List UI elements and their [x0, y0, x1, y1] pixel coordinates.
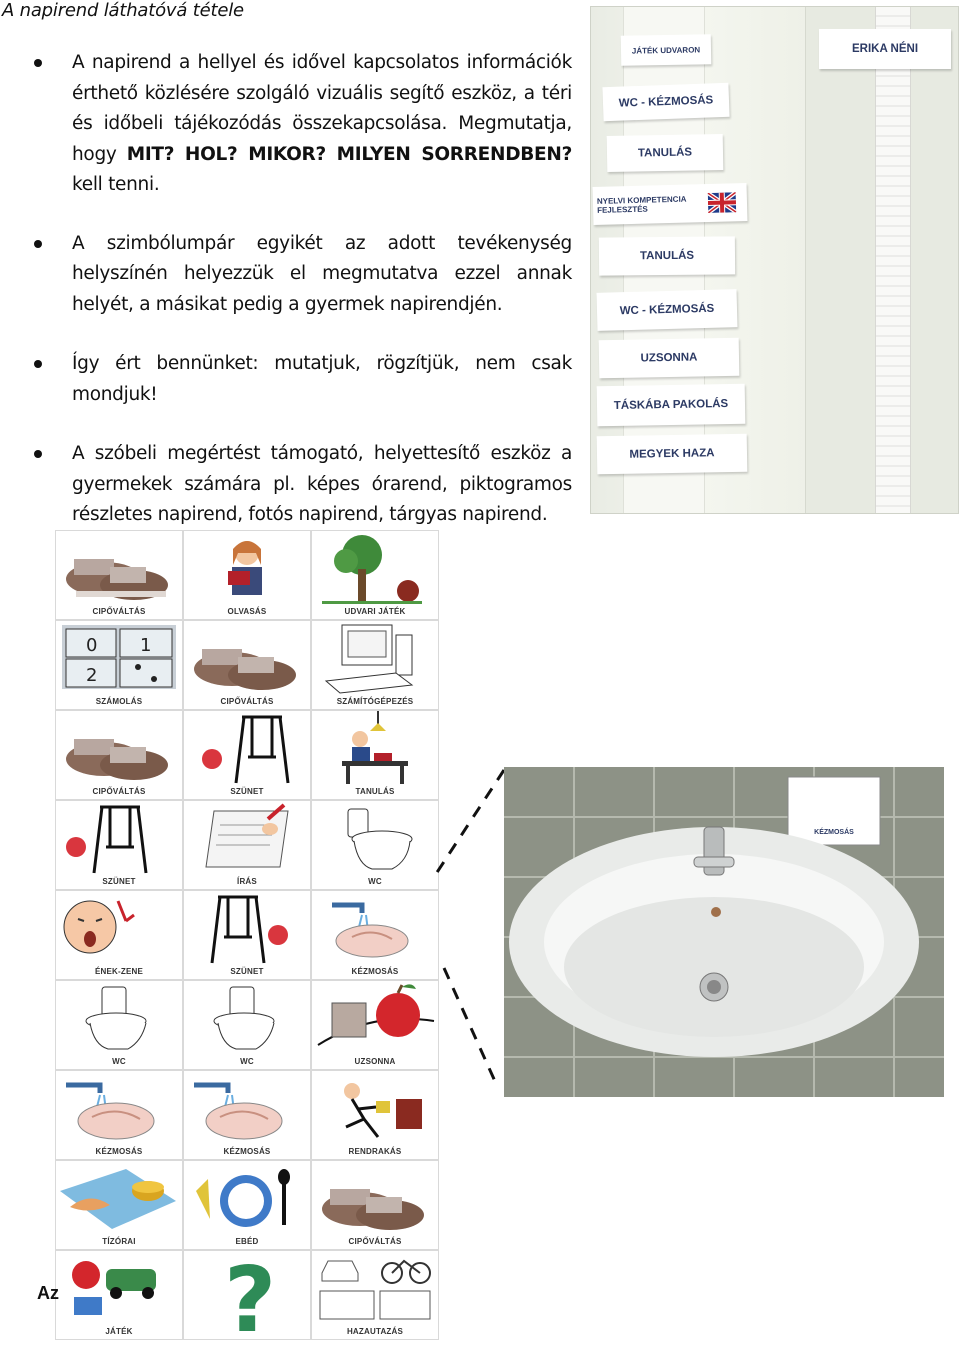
pictogram-cell — [55, 530, 183, 620]
bullet-dot — [34, 360, 42, 368]
pictogram-cell — [311, 1160, 439, 1250]
pictogram-label: RENDRAKÁS — [348, 1147, 402, 1156]
pictogram-label: WC — [240, 1057, 254, 1066]
pictogram-label: SZÜNET — [230, 787, 264, 796]
pictogram-label: JÁTÉK — [105, 1327, 133, 1336]
board-name-card: ERIKA NÉNI — [819, 29, 951, 69]
pictogram-label: SZÜNET — [230, 967, 264, 976]
pictogram-cell — [55, 1160, 183, 1250]
pictogram-label: CIPŐVÁLTÁS — [92, 787, 146, 796]
dashed-connector — [420, 740, 510, 1100]
reading-child-icon — [184, 531, 310, 619]
pictogram-cell — [55, 890, 183, 980]
bullet-item-1 — [30, 48, 572, 201]
pictogram-label: CIPŐVÁLTÁS — [220, 697, 274, 706]
pictogram-label: ÍRÁS — [237, 877, 257, 886]
pictogram-label: CIPŐVÁLTÁS — [348, 1237, 402, 1246]
pictogram-label: SZÁMÍTÓGÉPEZÉS — [336, 697, 414, 706]
board-card: WC - KÉZMOSÁS — [597, 289, 738, 331]
svg-text:0: 0 — [86, 635, 98, 656]
bullet-text: A szóbeli megértést támogató, helyettesítő eszköz a gyermekek számára pl. képes órarend, piktogramos részletes napirend, fotós napirend, tárgyas napirend. — [72, 443, 572, 525]
svg-text:1: 1 — [140, 635, 152, 656]
pictogram-cell — [311, 1250, 439, 1340]
transport-icon — [312, 1251, 438, 1339]
board-card: TANULÁS — [599, 236, 735, 275]
board-card: MEGYEK HAZA — [597, 434, 748, 475]
tree-ball-icon — [312, 531, 438, 619]
svg-text:?: ? — [224, 1251, 277, 1339]
pictogram-label: KÉZMOSÁS — [223, 1147, 271, 1156]
svg-text:2: 2 — [86, 665, 98, 686]
numbers-dice-icon — [56, 621, 182, 709]
pictogram-grid — [55, 530, 440, 1338]
swing-ball-icon — [184, 711, 310, 799]
swing-ball-icon — [184, 891, 310, 979]
swing-ball-icon — [56, 801, 182, 889]
pictogram-cell — [55, 620, 183, 710]
writing-icon — [184, 801, 310, 889]
pictogram-cell — [55, 980, 183, 1070]
bullet-text: A napirend a hellyel és idővel kapcsolatos információk érthető közlésére szolgáló vizuális segítő eszköz, a téri és időbeli tájékozódás összekapcsolása. Megmutatja, hogy — [72, 52, 572, 165]
bullet-item-3 — [30, 349, 572, 410]
pictogram-label: OLVASÁS — [227, 607, 267, 616]
bullet-dot — [34, 450, 42, 458]
bullet-text: A szimbólumpár egyikét az adott tevékenység helyszínén helyezzük el megmutatva ezzel annak helyét, a másikat pedig a gyermek napirendjén. — [72, 232, 572, 315]
pictogram-label: HAZAUTAZÁS — [346, 1327, 404, 1336]
board-card-label: NYELVI KOMPETENCIA FEJLESZTÉS — [596, 194, 687, 215]
pictogram-label: TANULÁS — [355, 787, 395, 796]
footer-text-fragment: Az — [37, 1283, 59, 1303]
pictogram-cell — [183, 1160, 311, 1250]
shoes-icon — [56, 711, 182, 799]
board-card: JÁTÉK UDVARON — [621, 34, 712, 66]
pictogram-cell — [311, 530, 439, 620]
bullet-text-tail: kell tenni. — [72, 174, 160, 195]
computer-icon — [312, 621, 438, 709]
bullet-item-4 — [30, 439, 572, 531]
pictogram-label: SZÁMOLÁS — [95, 697, 143, 706]
pictogram-label: EBÉD — [235, 1237, 259, 1246]
singing-face-icon — [56, 891, 182, 979]
pictogram-label: UZSONNA — [354, 1057, 396, 1066]
pictogram-cell — [183, 710, 311, 800]
handwashing-icon — [184, 1071, 310, 1159]
lunch-plate-icon — [184, 1161, 310, 1249]
pictogram-label: WC — [112, 1057, 126, 1066]
toys-icon — [56, 1251, 182, 1339]
pictogram-label: KÉZMOSÁS — [95, 1147, 143, 1156]
shoes-icon — [312, 1161, 438, 1249]
board-card: TANULÁS — [607, 134, 724, 172]
pictogram-cell — [55, 1070, 183, 1160]
pictogram-label: CIPŐVÁLTÁS — [92, 607, 146, 616]
pictogram-label: WC — [368, 877, 382, 886]
sink-photo — [504, 767, 944, 1097]
pictogram-cell — [55, 710, 183, 800]
pictogram-cell — [55, 1250, 183, 1340]
uk-flag-icon — [708, 192, 737, 213]
bullet-emphasis: MIT? HOL? MIKOR? MILYEN SORRENDBEN? — [126, 143, 572, 165]
question-mark-icon — [184, 1251, 310, 1339]
pictogram-cell — [183, 980, 311, 1070]
pictogram-cell — [183, 1250, 311, 1340]
pictogram-label: TÍZÓRAI — [102, 1237, 136, 1246]
sink-illustration — [504, 767, 944, 1097]
bullet-dot — [34, 240, 42, 248]
bullet-text: Így ért bennünket: mutatjuk, rögzítjük, nem csak mondjuk! — [72, 353, 572, 405]
pictogram-cell — [183, 1070, 311, 1160]
toilet-icon — [184, 981, 310, 1069]
shoes-icon — [56, 531, 182, 619]
board-card — [593, 183, 748, 225]
shoes-icon — [184, 621, 310, 709]
board-card: TÁSKÁBA PAKOLÁS — [597, 384, 746, 427]
bullet-item-2 — [30, 229, 572, 321]
schedule-board-photo — [590, 6, 959, 514]
pictogram-label: ÉNEK-ZENE — [94, 967, 144, 976]
bullet-list — [30, 48, 572, 531]
section-heading: A napirend láthatóvá tétele — [2, 0, 244, 21]
pictogram-cell — [55, 800, 183, 890]
bullet-dot — [34, 59, 42, 67]
handwashing-icon — [56, 1071, 182, 1159]
board-card: WC - KÉZMOSÁS — [602, 83, 729, 121]
pictogram-cell — [183, 620, 311, 710]
sink-sign-label: KÉZMOSÁS — [814, 829, 854, 836]
pictogram-cell — [183, 890, 311, 980]
pictogram-label: SZÜNET — [102, 877, 136, 886]
toilet-icon — [56, 981, 182, 1069]
pictogram-cell — [183, 800, 311, 890]
pictogram-label: KÉZMOSÁS — [351, 967, 399, 976]
morning-snack-icon — [56, 1161, 182, 1249]
board-right-strip — [875, 7, 911, 513]
pictogram-cell — [183, 530, 311, 620]
pictogram-label: UDVARI JÁTÉK — [344, 607, 406, 616]
pictogram-cell — [311, 620, 439, 710]
board-card: UZSONNA — [599, 338, 740, 378]
